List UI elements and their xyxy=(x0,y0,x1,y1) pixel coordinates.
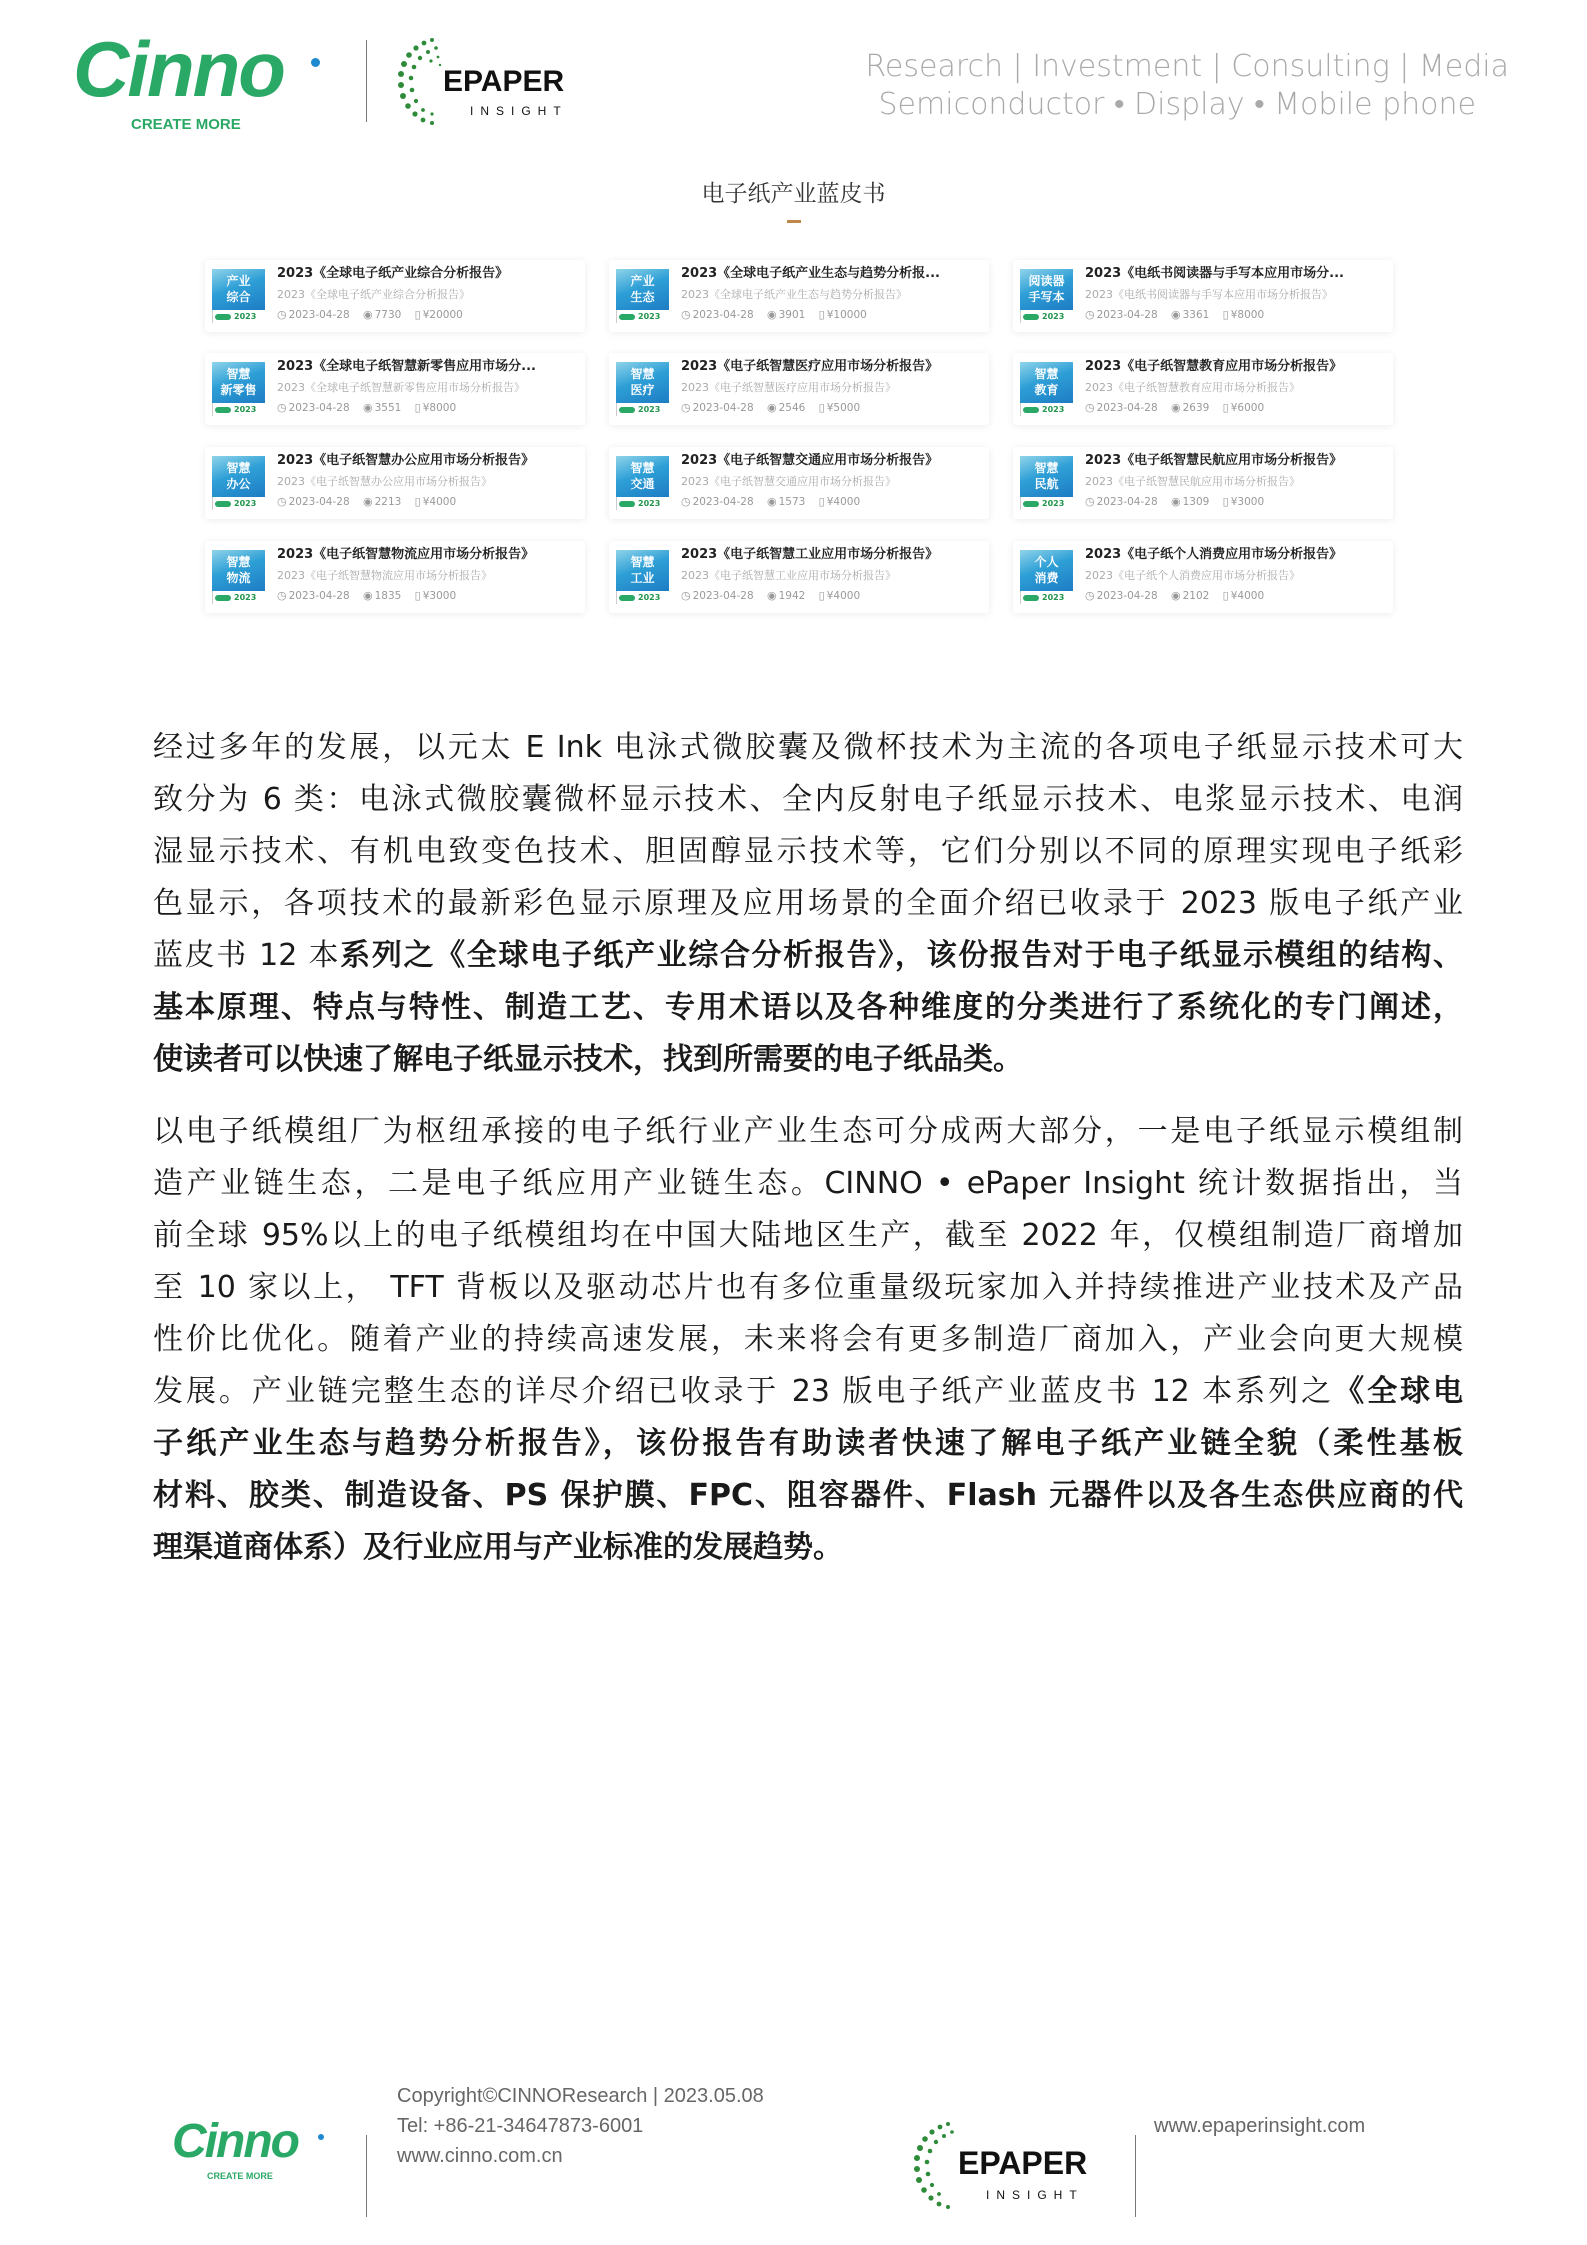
bold-text: 基本原理、特点与特性、制造工艺、专用术语以及各种维度的分类进行了系统化的专门阐述， xyxy=(153,990,1463,1025)
report-meta xyxy=(277,308,467,322)
report-date: 2023-04-28 xyxy=(692,402,754,414)
thumbnail-label xyxy=(1020,269,1073,310)
epaper-logo xyxy=(392,34,592,129)
report-price: ¥6000 xyxy=(1230,402,1265,414)
report-thumbnail xyxy=(212,269,265,323)
report-subtitle: 2023《全球电子纸产业生态与趋势分析报告》 xyxy=(681,288,907,301)
eye-icon: ◉ xyxy=(1170,401,1181,414)
paragraph-line xyxy=(153,1106,1463,1158)
paragraph-line xyxy=(153,1522,1463,1574)
thumbnail-badge xyxy=(616,403,669,416)
eye-icon: ◉ xyxy=(1170,589,1181,602)
document-icon: ▯ xyxy=(1222,308,1229,321)
report-date: 2023-04-28 xyxy=(692,590,754,602)
report-meta xyxy=(1085,308,1268,322)
paragraph-line xyxy=(153,826,1463,878)
epsd-logo-icon xyxy=(619,595,635,601)
header-tagline-sectors: Semiconductor • Display • Mobile phone xyxy=(878,87,1476,122)
thumbnail-badge-year: 2023 xyxy=(1042,499,1065,508)
thumbnail-label-line: 产业 xyxy=(226,274,251,288)
document-icon: ▯ xyxy=(818,308,825,321)
footer-divider-left xyxy=(366,2135,367,2217)
paragraph-line xyxy=(153,1366,1463,1418)
clock-icon: ◷ xyxy=(681,495,691,508)
footer-cinno-logo-tagline: CREATE MORE xyxy=(207,2171,273,2181)
clock-icon: ◷ xyxy=(1085,589,1095,602)
thumbnail-label-line: 民航 xyxy=(1034,477,1059,491)
text: 造产业链生态，二是电子纸应用产业链生态。CINNO • ePaper Insight 统计数据指出，当 xyxy=(153,1166,1463,1201)
thumbnail-label xyxy=(616,269,669,310)
clock-icon: ◷ xyxy=(1085,495,1095,508)
eye-icon: ◉ xyxy=(1170,495,1181,508)
footer-divider-right xyxy=(1135,2135,1136,2217)
report-price: ¥4000 xyxy=(826,590,861,602)
thumbnail-label xyxy=(1020,456,1073,497)
report-title[interactable]: 2023《电子纸智慧医疗应用市场分析报告》 xyxy=(681,359,939,374)
report-date: 2023-04-28 xyxy=(1096,590,1158,602)
paragraph-line xyxy=(153,1034,1463,1086)
document-icon: ▯ xyxy=(414,308,421,321)
thumbnail-label-line: 工业 xyxy=(630,571,655,585)
clock-icon: ◷ xyxy=(681,589,691,602)
document-icon: ▯ xyxy=(1222,589,1229,602)
thumbnail-badge xyxy=(1020,591,1073,604)
text: 湿显示技术、有机电致变色技术、胆固醇显示技术等，它们分别以不同的原理实现电子纸彩 xyxy=(153,834,1463,869)
bold-text: 理渠道商体系）及行业应用与产业标准的发展趋势。 xyxy=(153,1530,843,1565)
report-title[interactable]: 2023《电子纸智慧民航应用市场分析报告》 xyxy=(1085,453,1343,468)
bold-text: 材料、胶类、制造设备、PS 保护膜、FPC、阻容器件、Flash 元器件以及各生态供应商的代 xyxy=(153,1478,1463,1513)
eye-icon: ◉ xyxy=(766,495,777,508)
epsd-logo-icon xyxy=(1023,501,1039,507)
thumbnail-label xyxy=(212,269,265,310)
report-thumbnail xyxy=(212,550,265,604)
report-views: 2102 xyxy=(1182,590,1210,602)
thumbnail-label xyxy=(616,456,669,497)
paragraph xyxy=(153,1106,1463,1574)
paragraph-line xyxy=(153,1470,1463,1522)
text: 至 10 家以上， TFT 背板以及驱动芯片也有多位重量级玩家加入并持续推进产业技术及产品 xyxy=(153,1270,1463,1305)
thumbnail-label-line: 办公 xyxy=(226,477,251,491)
report-price: ¥3000 xyxy=(422,590,457,602)
report-date: 2023-04-28 xyxy=(1096,309,1158,321)
report-date: 2023-04-28 xyxy=(288,496,350,508)
report-card[interactable] xyxy=(1013,541,1393,613)
thumbnail-label-line: 新零售 xyxy=(220,383,257,397)
thumbnail-label xyxy=(616,550,669,591)
thumbnail-badge-year: 2023 xyxy=(638,593,661,602)
report-subtitle: 2023《电子纸智慧交通应用市场分析报告》 xyxy=(681,475,896,488)
report-card[interactable] xyxy=(609,541,989,613)
thumbnail-badge-year: 2023 xyxy=(234,593,257,602)
epsd-logo-icon xyxy=(1023,407,1039,413)
thumbnail-badge xyxy=(1020,310,1073,323)
report-card[interactable] xyxy=(609,260,989,332)
bold-text: 《全球电 xyxy=(1334,1374,1463,1409)
paragraph-line xyxy=(153,982,1463,1034)
report-date: 2023-04-28 xyxy=(288,402,350,414)
report-title[interactable]: 2023《全球电子纸智慧新零售应用市场分... xyxy=(277,359,536,374)
clock-icon: ◷ xyxy=(277,401,287,414)
thumbnail-badge-year: 2023 xyxy=(234,499,257,508)
cinno-logo-dot-icon xyxy=(311,58,320,67)
report-thumbnail xyxy=(616,269,669,323)
report-meta xyxy=(681,589,864,603)
report-title[interactable]: 2023《全球电子纸产业综合分析报告》 xyxy=(277,266,509,281)
thumbnail-badge-year: 2023 xyxy=(234,405,257,414)
report-date: 2023-04-28 xyxy=(1096,402,1158,414)
thumbnail-badge-year: 2023 xyxy=(638,312,661,321)
report-date: 2023-04-28 xyxy=(692,496,754,508)
thumbnail-badge-year: 2023 xyxy=(1042,405,1065,414)
epsd-logo-icon xyxy=(619,501,635,507)
thumbnail-label xyxy=(212,362,265,403)
cinno-logo-tagline: CREATE MORE xyxy=(131,116,241,133)
report-meta xyxy=(277,401,460,415)
report-thumbnail xyxy=(1020,456,1073,510)
eye-icon: ◉ xyxy=(362,308,373,321)
paragraph-line xyxy=(153,1418,1463,1470)
eye-icon: ◉ xyxy=(362,589,373,602)
report-subtitle: 2023《全球电子纸智慧新零售应用市场分析报告》 xyxy=(277,381,525,394)
report-date: 2023-04-28 xyxy=(288,590,350,602)
paragraph-line xyxy=(153,1210,1463,1262)
bold-text: 系列之《全球电子纸产业综合分析报告》，该份报告对于电子纸显示模组的结构、 xyxy=(340,938,1464,973)
clock-icon: ◷ xyxy=(277,589,287,602)
eye-icon: ◉ xyxy=(766,401,777,414)
paragraph-line xyxy=(153,1262,1463,1314)
footer-tel: Tel: +86-21-34647873-6001 xyxy=(397,2115,644,2137)
document-icon: ▯ xyxy=(818,495,825,508)
report-subtitle: 2023《电子纸智慧工业应用市场分析报告》 xyxy=(681,569,896,582)
thumbnail-badge xyxy=(1020,497,1073,510)
report-title[interactable]: 2023《电子纸个人消费应用市场分析报告》 xyxy=(1085,547,1343,562)
report-subtitle: 2023《电子纸智慧医疗应用市场分析报告》 xyxy=(681,381,896,394)
text: 经过多年的发展，以元太 E Ink 电泳式微胶囊及微杯技术为主流的各项电子纸显示技术可大 xyxy=(153,730,1463,765)
bold-text: 子纸产业生态与趋势分析报告》，该份报告有助读者快速了解电子纸产业链全貌（柔性基板 xyxy=(153,1426,1463,1461)
thumbnail-label xyxy=(616,362,669,403)
report-meta xyxy=(681,308,871,322)
eye-icon: ◉ xyxy=(362,401,373,414)
report-meta xyxy=(1085,495,1268,509)
footer-cinno-logo-word: Cinno xyxy=(172,2115,298,2168)
paragraph-line xyxy=(153,1158,1463,1210)
thumbnail-label-line: 智慧 xyxy=(630,555,655,569)
clock-icon: ◷ xyxy=(681,308,691,321)
thumbnail-badge-year: 2023 xyxy=(234,312,257,321)
epaper-logo-sub: INSIGHT xyxy=(470,104,568,118)
report-views: 2213 xyxy=(374,496,402,508)
clock-icon: ◷ xyxy=(681,401,691,414)
thumbnail-label-line: 智慧 xyxy=(226,461,251,475)
thumbnail-label-line: 物流 xyxy=(226,571,251,585)
epsd-logo-icon xyxy=(619,314,635,320)
report-title[interactable]: 2023《电子纸智慧办公应用市场分析报告》 xyxy=(277,453,535,468)
report-thumbnail xyxy=(616,362,669,416)
footer-copyright: Copyright©CINNOResearch | 2023.05.08 xyxy=(397,2085,764,2107)
report-price: ¥4000 xyxy=(826,496,861,508)
report-thumbnail xyxy=(212,362,265,416)
thumbnail-label-line: 手写本 xyxy=(1028,290,1065,304)
report-price: ¥10000 xyxy=(826,309,867,321)
report-card[interactable] xyxy=(205,353,585,425)
clock-icon: ◷ xyxy=(1085,401,1095,414)
footer-cinno-dot-icon xyxy=(318,2134,324,2140)
report-title[interactable]: 2023《电子纸智慧物流应用市场分析报告》 xyxy=(277,547,535,562)
paragraph-line xyxy=(153,722,1463,774)
clock-icon: ◷ xyxy=(277,308,287,321)
report-subtitle: 2023《电子纸智慧教育应用市场分析报告》 xyxy=(1085,381,1300,394)
report-card[interactable] xyxy=(205,541,585,613)
thumbnail-label-line: 消费 xyxy=(1034,571,1059,585)
report-title[interactable]: 2023《电子纸智慧教育应用市场分析报告》 xyxy=(1085,359,1343,374)
thumbnail-badge-year: 2023 xyxy=(638,499,661,508)
thumbnail-badge xyxy=(212,403,265,416)
report-views: 2639 xyxy=(1182,402,1210,414)
footer-cinno-url[interactable]: www.cinno.com.cn xyxy=(397,2145,563,2167)
document-icon: ▯ xyxy=(414,495,421,508)
report-thumbnail xyxy=(616,456,669,510)
report-date: 2023-04-28 xyxy=(288,309,350,321)
report-meta xyxy=(277,495,460,509)
paragraph-line xyxy=(153,930,1463,982)
thumbnail-label-line: 生态 xyxy=(630,290,655,304)
report-price: ¥4000 xyxy=(422,496,457,508)
report-title[interactable]: 2023《全球电子纸产业生态与趋势分析报... xyxy=(681,266,940,281)
bold-text: 使读者可以快速了解电子纸显示技术，找到所需要的电子纸品类。 xyxy=(153,1042,1023,1077)
epsd-logo-icon xyxy=(1023,314,1039,320)
report-views: 7730 xyxy=(374,309,402,321)
report-price: ¥5000 xyxy=(826,402,861,414)
report-thumbnail xyxy=(616,550,669,604)
report-thumbnail xyxy=(212,456,265,510)
thumbnail-label-line: 智慧 xyxy=(226,367,251,381)
epsd-logo-icon xyxy=(215,314,231,320)
report-date: 2023-04-28 xyxy=(692,309,754,321)
thumbnail-label-line: 智慧 xyxy=(1034,461,1059,475)
paragraph-line xyxy=(153,1314,1463,1366)
footer-epaper-logo-word: EPAPER xyxy=(958,2145,1088,2181)
epsd-logo-icon xyxy=(215,501,231,507)
footer-epaper-logo xyxy=(908,2118,1108,2213)
report-views: 1835 xyxy=(374,590,402,602)
report-card[interactable] xyxy=(205,260,585,332)
paragraph-line xyxy=(153,774,1463,826)
eye-icon: ◉ xyxy=(766,589,777,602)
thumbnail-label xyxy=(1020,362,1073,403)
document-icon: ▯ xyxy=(818,401,825,414)
report-views: 3901 xyxy=(778,309,806,321)
report-thumbnail xyxy=(1020,362,1073,416)
clock-icon: ◷ xyxy=(277,495,287,508)
report-thumbnail xyxy=(1020,550,1073,604)
thumbnail-label-line: 智慧 xyxy=(1034,367,1059,381)
report-views: 1942 xyxy=(778,590,806,602)
thumbnail-label-line: 阅读器 xyxy=(1028,274,1065,288)
report-price: ¥4000 xyxy=(1230,590,1265,602)
report-title[interactable]: 2023《电子纸智慧交通应用市场分析报告》 xyxy=(681,453,939,468)
thumbnail-label xyxy=(212,550,265,591)
clock-icon: ◷ xyxy=(1085,308,1095,321)
document-icon: ▯ xyxy=(1222,495,1229,508)
report-subtitle: 2023《全球电子纸产业综合分析报告》 xyxy=(277,288,470,301)
report-price: ¥20000 xyxy=(422,309,463,321)
thumbnail-label-line: 智慧 xyxy=(226,555,251,569)
report-card[interactable] xyxy=(205,447,585,519)
thumbnail-label-line: 医疗 xyxy=(630,383,655,397)
paragraph xyxy=(153,722,1463,1086)
report-views: 1309 xyxy=(1182,496,1210,508)
thumbnail-badge xyxy=(616,591,669,604)
document-icon: ▯ xyxy=(414,589,421,602)
text: 性价比优化。随着产业的持续高速发展，未来将会有更多制造厂商加入，产业会向更大规模 xyxy=(153,1322,1463,1357)
section-title: 电子纸产业蓝皮书 xyxy=(701,181,886,207)
thumbnail-label-line: 产业 xyxy=(630,274,655,288)
header-divider xyxy=(366,40,367,122)
thumbnail-label-line: 智慧 xyxy=(630,367,655,381)
report-price: ¥8000 xyxy=(422,402,457,414)
thumbnail-badge xyxy=(212,310,265,323)
document-icon: ▯ xyxy=(414,401,421,414)
report-date: 2023-04-28 xyxy=(1096,496,1158,508)
cinno-logo-word: Cinno xyxy=(73,25,284,113)
thumbnail-label xyxy=(212,456,265,497)
report-meta xyxy=(277,589,460,603)
report-card[interactable] xyxy=(1013,260,1393,332)
text: 色显示，各项技术的最新彩色显示原理及应用场景的全面介绍已收录于 2023 版电子纸产业 xyxy=(153,886,1463,921)
report-title[interactable]: 2023《电子纸智慧工业应用市场分析报告》 xyxy=(681,547,939,562)
thumbnail-label-line: 交通 xyxy=(630,477,655,491)
report-card[interactable] xyxy=(1013,447,1393,519)
thumbnail-label-line: 综合 xyxy=(226,290,251,304)
footer-epaper-url[interactable]: www.epaperinsight.com xyxy=(1154,2115,1366,2137)
paragraph-line xyxy=(153,878,1463,930)
report-meta xyxy=(681,401,864,415)
thumbnail-badge xyxy=(212,497,265,510)
thumbnail-badge-year: 2023 xyxy=(1042,593,1065,602)
epsd-logo-icon xyxy=(619,407,635,413)
report-views: 2546 xyxy=(778,402,806,414)
report-subtitle: 2023《电子纸个人消费应用市场分析报告》 xyxy=(1085,569,1300,582)
text: 前全球 95%以上的电子纸模组均在中国大陆地区生产，截至 2022 年，仅模组制造厂商增加 xyxy=(153,1218,1463,1253)
report-card[interactable] xyxy=(609,353,989,425)
text: 以电子纸模组厂为枢纽承接的电子纸行业产业生态可分成两大部分，一是电子纸显示模组制 xyxy=(153,1114,1463,1149)
report-subtitle: 2023《电子纸智慧办公应用市场分析报告》 xyxy=(277,475,492,488)
header-tagline-services: Research | Investment | Consulting | Media xyxy=(865,49,1509,84)
report-meta xyxy=(681,495,864,509)
document-icon: ▯ xyxy=(818,589,825,602)
report-meta xyxy=(1085,401,1268,415)
thumbnail-badge xyxy=(1020,403,1073,416)
report-subtitle: 2023《电子纸智慧物流应用市场分析报告》 xyxy=(277,569,492,582)
report-subtitle: 2023《电纸书阅读器与手写本应用市场分析报告》 xyxy=(1085,288,1333,301)
report-meta xyxy=(1085,589,1268,603)
thumbnail-label-line: 个人 xyxy=(1034,555,1059,569)
thumbnail-label-line: 教育 xyxy=(1034,383,1059,397)
epsd-logo-icon xyxy=(1023,595,1039,601)
epaper-logo-word: EPAPER xyxy=(443,65,565,98)
thumbnail-label-line: 智慧 xyxy=(630,461,655,475)
footer-epaper-logo-sub: INSIGHT xyxy=(986,2188,1084,2202)
report-price: ¥3000 xyxy=(1230,496,1265,508)
text: 致分为 6 类：电泳式微胶囊微杯显示技术、全内反射电子纸显示技术、电浆显示技术、电润 xyxy=(153,782,1463,817)
report-views: 3361 xyxy=(1182,309,1210,321)
thumbnail-badge-year: 2023 xyxy=(1042,312,1065,321)
thumbnail-badge-year: 2023 xyxy=(638,405,661,414)
epsd-logo-icon xyxy=(215,407,231,413)
report-thumbnail xyxy=(1020,269,1073,323)
report-views: 3551 xyxy=(374,402,402,414)
document-icon: ▯ xyxy=(1222,401,1229,414)
eye-icon: ◉ xyxy=(1170,308,1181,321)
eye-icon: ◉ xyxy=(362,495,373,508)
text: 发展。产业链完整生态的详尽介绍已收录于 23 版电子纸产业蓝皮书 12 本系列之 xyxy=(153,1374,1335,1409)
report-title[interactable]: 2023《电纸书阅读器与手写本应用市场分... xyxy=(1085,266,1344,281)
footer-cinno-logo xyxy=(172,2115,332,2188)
thumbnail-label xyxy=(1020,550,1073,591)
report-price: ¥8000 xyxy=(1230,309,1265,321)
report-card[interactable] xyxy=(1013,353,1393,425)
thumbnail-badge xyxy=(616,310,669,323)
text: 蓝皮书 12 本 xyxy=(153,938,341,973)
thumbnail-badge xyxy=(616,497,669,510)
report-subtitle: 2023《电子纸智慧民航应用市场分析报告》 xyxy=(1085,475,1300,488)
report-views: 1573 xyxy=(778,496,806,508)
section-title-underline xyxy=(787,220,801,223)
thumbnail-badge xyxy=(212,591,265,604)
eye-icon: ◉ xyxy=(766,308,777,321)
report-card[interactable] xyxy=(609,447,989,519)
epsd-logo-icon xyxy=(215,595,231,601)
cinno-logo xyxy=(73,25,333,135)
